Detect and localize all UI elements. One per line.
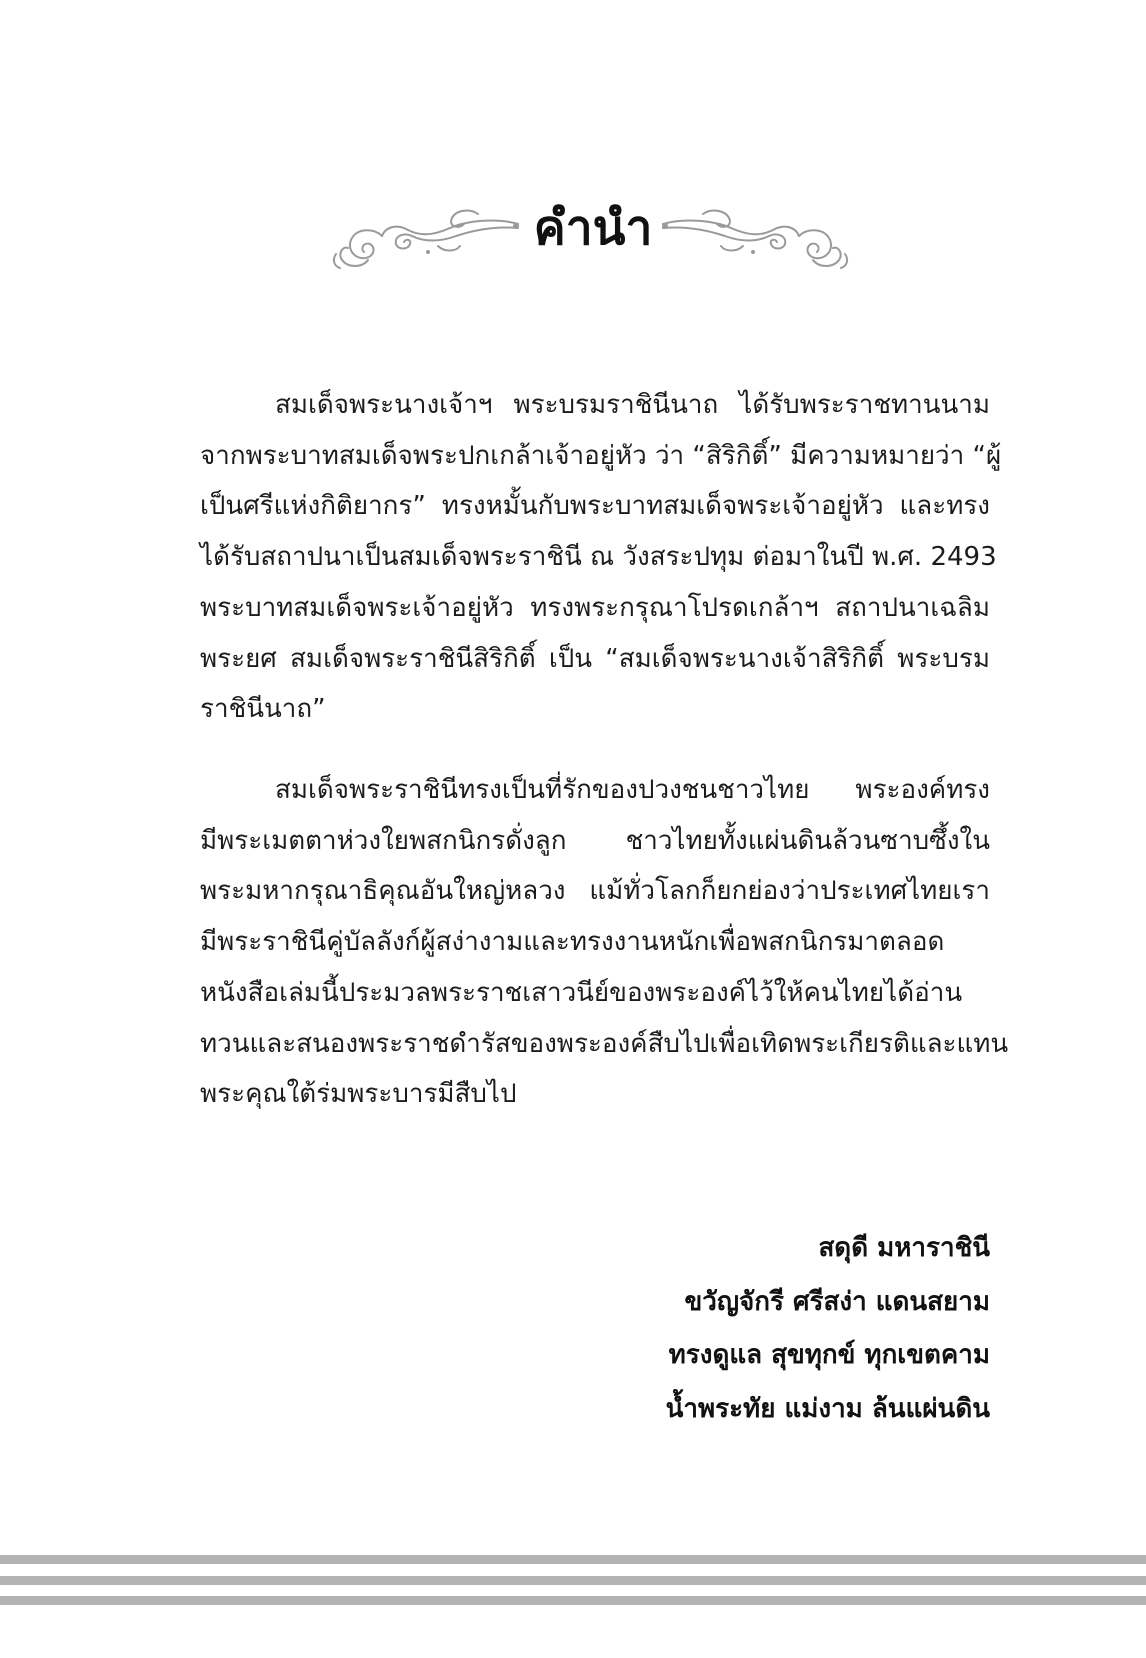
closing-verse xyxy=(666,1222,990,1436)
paragraph-1 xyxy=(200,380,1002,735)
verse-line: ขวัญจักรี ศรีสง่า แดนสยาม xyxy=(684,1286,990,1317)
paragraph-2 xyxy=(200,765,1009,1120)
footer-stripe xyxy=(0,1576,1146,1585)
paragraph-line: ได้รับสถาปนาเป็นสมเด็จพระราชินี ณ วังสระปทุม ต่อมาในปี พ.ศ. 2493 xyxy=(200,542,997,573)
verse-line: น้ำพระทัย แม่งาม ล้นแผ่นดิน xyxy=(665,1393,990,1424)
paragraph-line: มีพระราชินีคู่บัลลังก์ผู้สง่างามและทรงงานหนักเพื่อพสกนิกรมาตลอด xyxy=(200,927,945,958)
verse-line: สดุดี มหาราชินี xyxy=(818,1233,990,1263)
paragraph-line: พระบาทสมเด็จพระเจ้าอยู่หัว ทรงพระกรุณาโปรดเกล้าฯ สถาปนาเฉลิม xyxy=(200,592,990,623)
right-flourish-ornament xyxy=(653,206,853,276)
footer-stripe xyxy=(0,1555,1146,1564)
paragraph-line: พระคุณใต้ร่มพระบารมีสืบไป xyxy=(200,1079,517,1110)
paragraph-line: พระมหากรุณาธิคุณอันใหญ่หลวง แม้ทั่วโลกก็ยกย่องว่าประเทศไทยเรา xyxy=(200,876,990,907)
footer-stripes xyxy=(0,1555,1146,1607)
paragraph-line: พระยศ สมเด็จพระราชินีสิริกิติ์ เป็น “สมเด็จพระนางเจ้าสิริกิติ์ พระบรม xyxy=(200,643,990,674)
paragraph-line: มีพระเมตตาห่วงใยพสกนิกรดั่งลูก ชาวไทยทั้งแผ่นดินล้วนซาบซึ้งใน xyxy=(200,825,990,856)
paragraph-line: เป็นศรีแห่งกิติยากร” ทรงหมั้นกับพระบาทสมเด็จพระเจ้าอยู่หัว และทรง xyxy=(200,491,990,522)
verse-line: ทรงดูแล สุขทุกข์ ทุกเขตคาม xyxy=(668,1340,990,1370)
paragraph-line: จากพระบาทสมเด็จพระปกเกล้าเจ้าอยู่หัว ว่า “สิริกิติ์” มีความหมายว่า “ผู้ xyxy=(200,440,1002,471)
paragraph-line: สมเด็จพระราชินีทรงเป็นที่รักของปวงชนชาวไทย พระองค์ทรง xyxy=(275,775,990,805)
paragraph-line: หนังสือเล่มนี้ประมวลพระราชเสาวนีย์ของพระองค์ไว้ให้คนไทยได้อ่าน xyxy=(200,977,963,1008)
paragraph-line: สมเด็จพระนางเจ้าฯ พระบรมราชินีนาถ ได้รับพระราชทานนาม xyxy=(275,390,990,420)
paragraph-line: ราชินีนาถ” xyxy=(200,694,326,725)
page-title: คำนำ xyxy=(533,200,653,256)
title-block xyxy=(0,198,1146,288)
paragraph-line: ทวนและสนองพระราชดำรัสของพระองค์สืบไปเพื่อเทิดพระเกียรติและแทน xyxy=(200,1028,1009,1059)
footer-stripe xyxy=(0,1596,1146,1605)
left-flourish-ornament xyxy=(328,206,528,276)
